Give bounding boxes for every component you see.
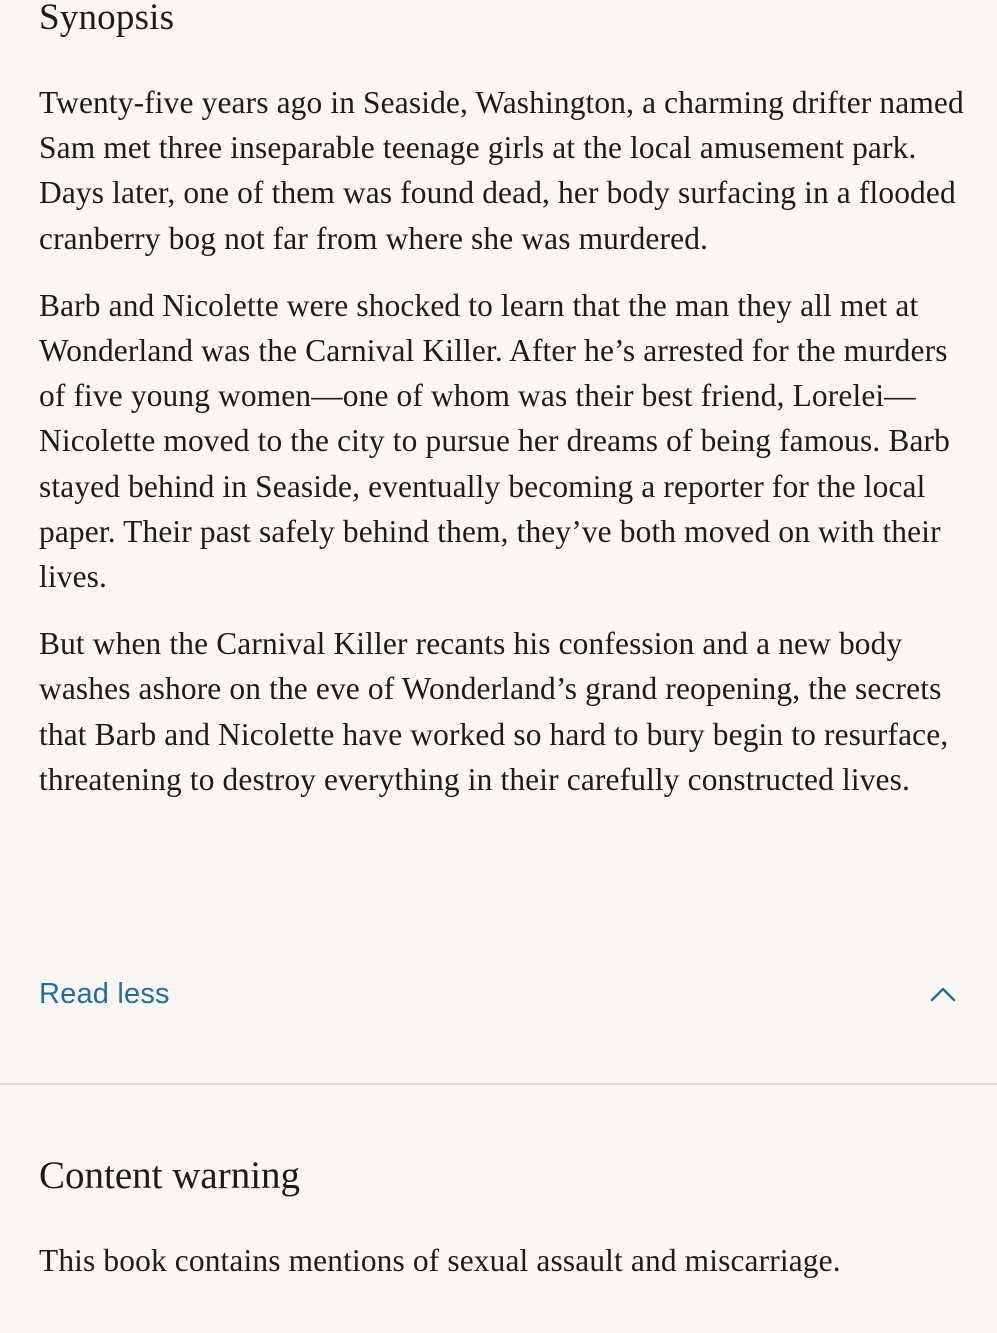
read-less-toggle[interactable] [39,970,957,1018]
synopsis-paragraph: Twenty-five years ago in Seaside, Washington, a charming drifter named Sam met three inseparable teenage girls at the local amusement park. Days later, one of them was found dead, her body surfacing in a flooded cranberry bog not far from where she was murdered. [39,85,964,256]
synopsis-heading: Synopsis [39,0,175,38]
synopsis-paragraph: But when the Carnival Killer recants his confession and a new body washes ashore on the eve of Wonderland’s grand reopening, the secrets that Barb and Nicolette have worked so hard to bury begin to resurface, threatening to destroy everything in their carefully constructed lives. [39,626,949,797]
read-less-link[interactable]: Read less [39,977,170,1010]
synopsis-text [39,80,964,824]
content-warning-text: This book contains mentions of sexual assault and miscarriage. [39,1243,841,1278]
section-divider [0,1083,997,1085]
content-warning-heading: Content warning [39,1154,301,1197]
synopsis-paragraph: Barb and Nicolette were shocked to learn that the man they all met at Wonderland was the Carnival Killer. After he’s arrested for the murders of five young women—one of whom was their best friend, Lorelei—Nicolette moved to the city to pursue her dreams of being famous. Barb stayed behind in Seaside, eventually becoming a reporter for the local paper. Their past safely behind them, they’ve both moved on with their lives. [39,287,950,595]
chevron-up-icon[interactable] [929,980,957,1008]
